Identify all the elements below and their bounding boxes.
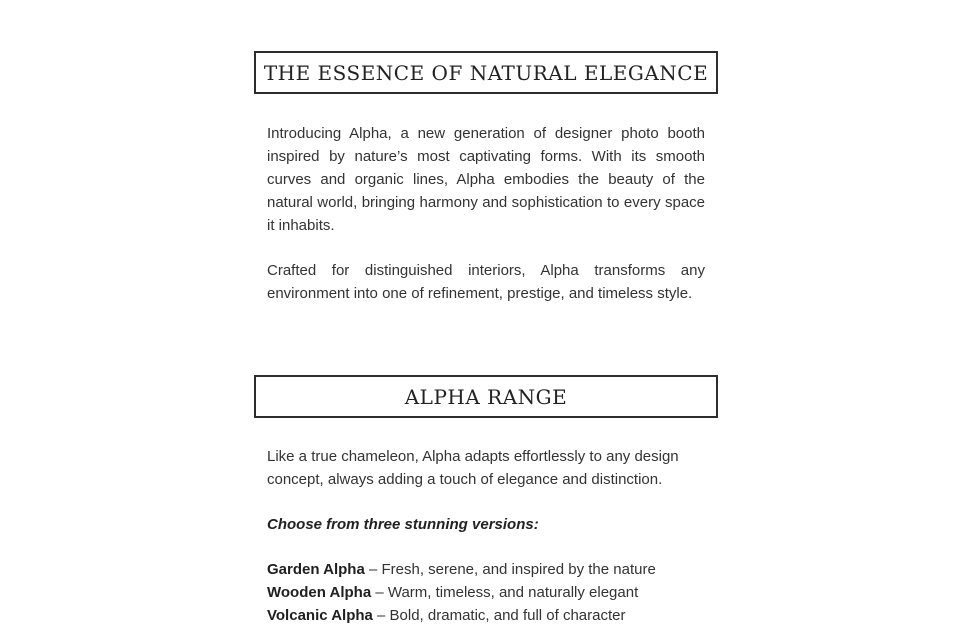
version-item	[267, 604, 705, 627]
alpha-range-intro: Like a true chameleon, Alpha adapts effortlessly to any design concept, always adding a touch of elegance and distinction.	[267, 448, 679, 488]
version-description: – Bold, dramatic, and full of character	[372, 607, 626, 624]
version-name: Garden Alpha	[267, 561, 365, 578]
version-description: – Warm, timeless, and naturally elegant	[371, 584, 639, 601]
section-title-alpha-range: ALPHA RANGE	[254, 375, 718, 418]
version-name: Volcanic Alpha	[267, 607, 373, 624]
alpha-range-text	[267, 445, 705, 627]
version-name: Wooden Alpha	[267, 584, 372, 601]
essence-paragraph-2: Crafted for distinguished interiors, Alpha transforms any environment into one of refinement, prestige, and timeless style.	[267, 262, 705, 302]
essence-text	[267, 122, 705, 305]
section-title-essence: THE ESSENCE OF NATURAL ELEGANCE	[254, 51, 718, 94]
version-item	[267, 581, 705, 604]
versions-list	[267, 558, 705, 627]
version-description: – Fresh, serene, and inspired by the nature	[364, 561, 656, 578]
version-item	[267, 558, 705, 581]
choose-versions-label: Choose from three stunning versions:	[267, 516, 539, 533]
essence-paragraph-1: Introducing Alpha, a new generation of designer photo booth inspired by nature’s most captivating forms. With its smooth curves and organic lines, Alpha embodies the beauty of the natural world, bringing harmony and sophistication to every space it inhabits.	[267, 125, 705, 234]
